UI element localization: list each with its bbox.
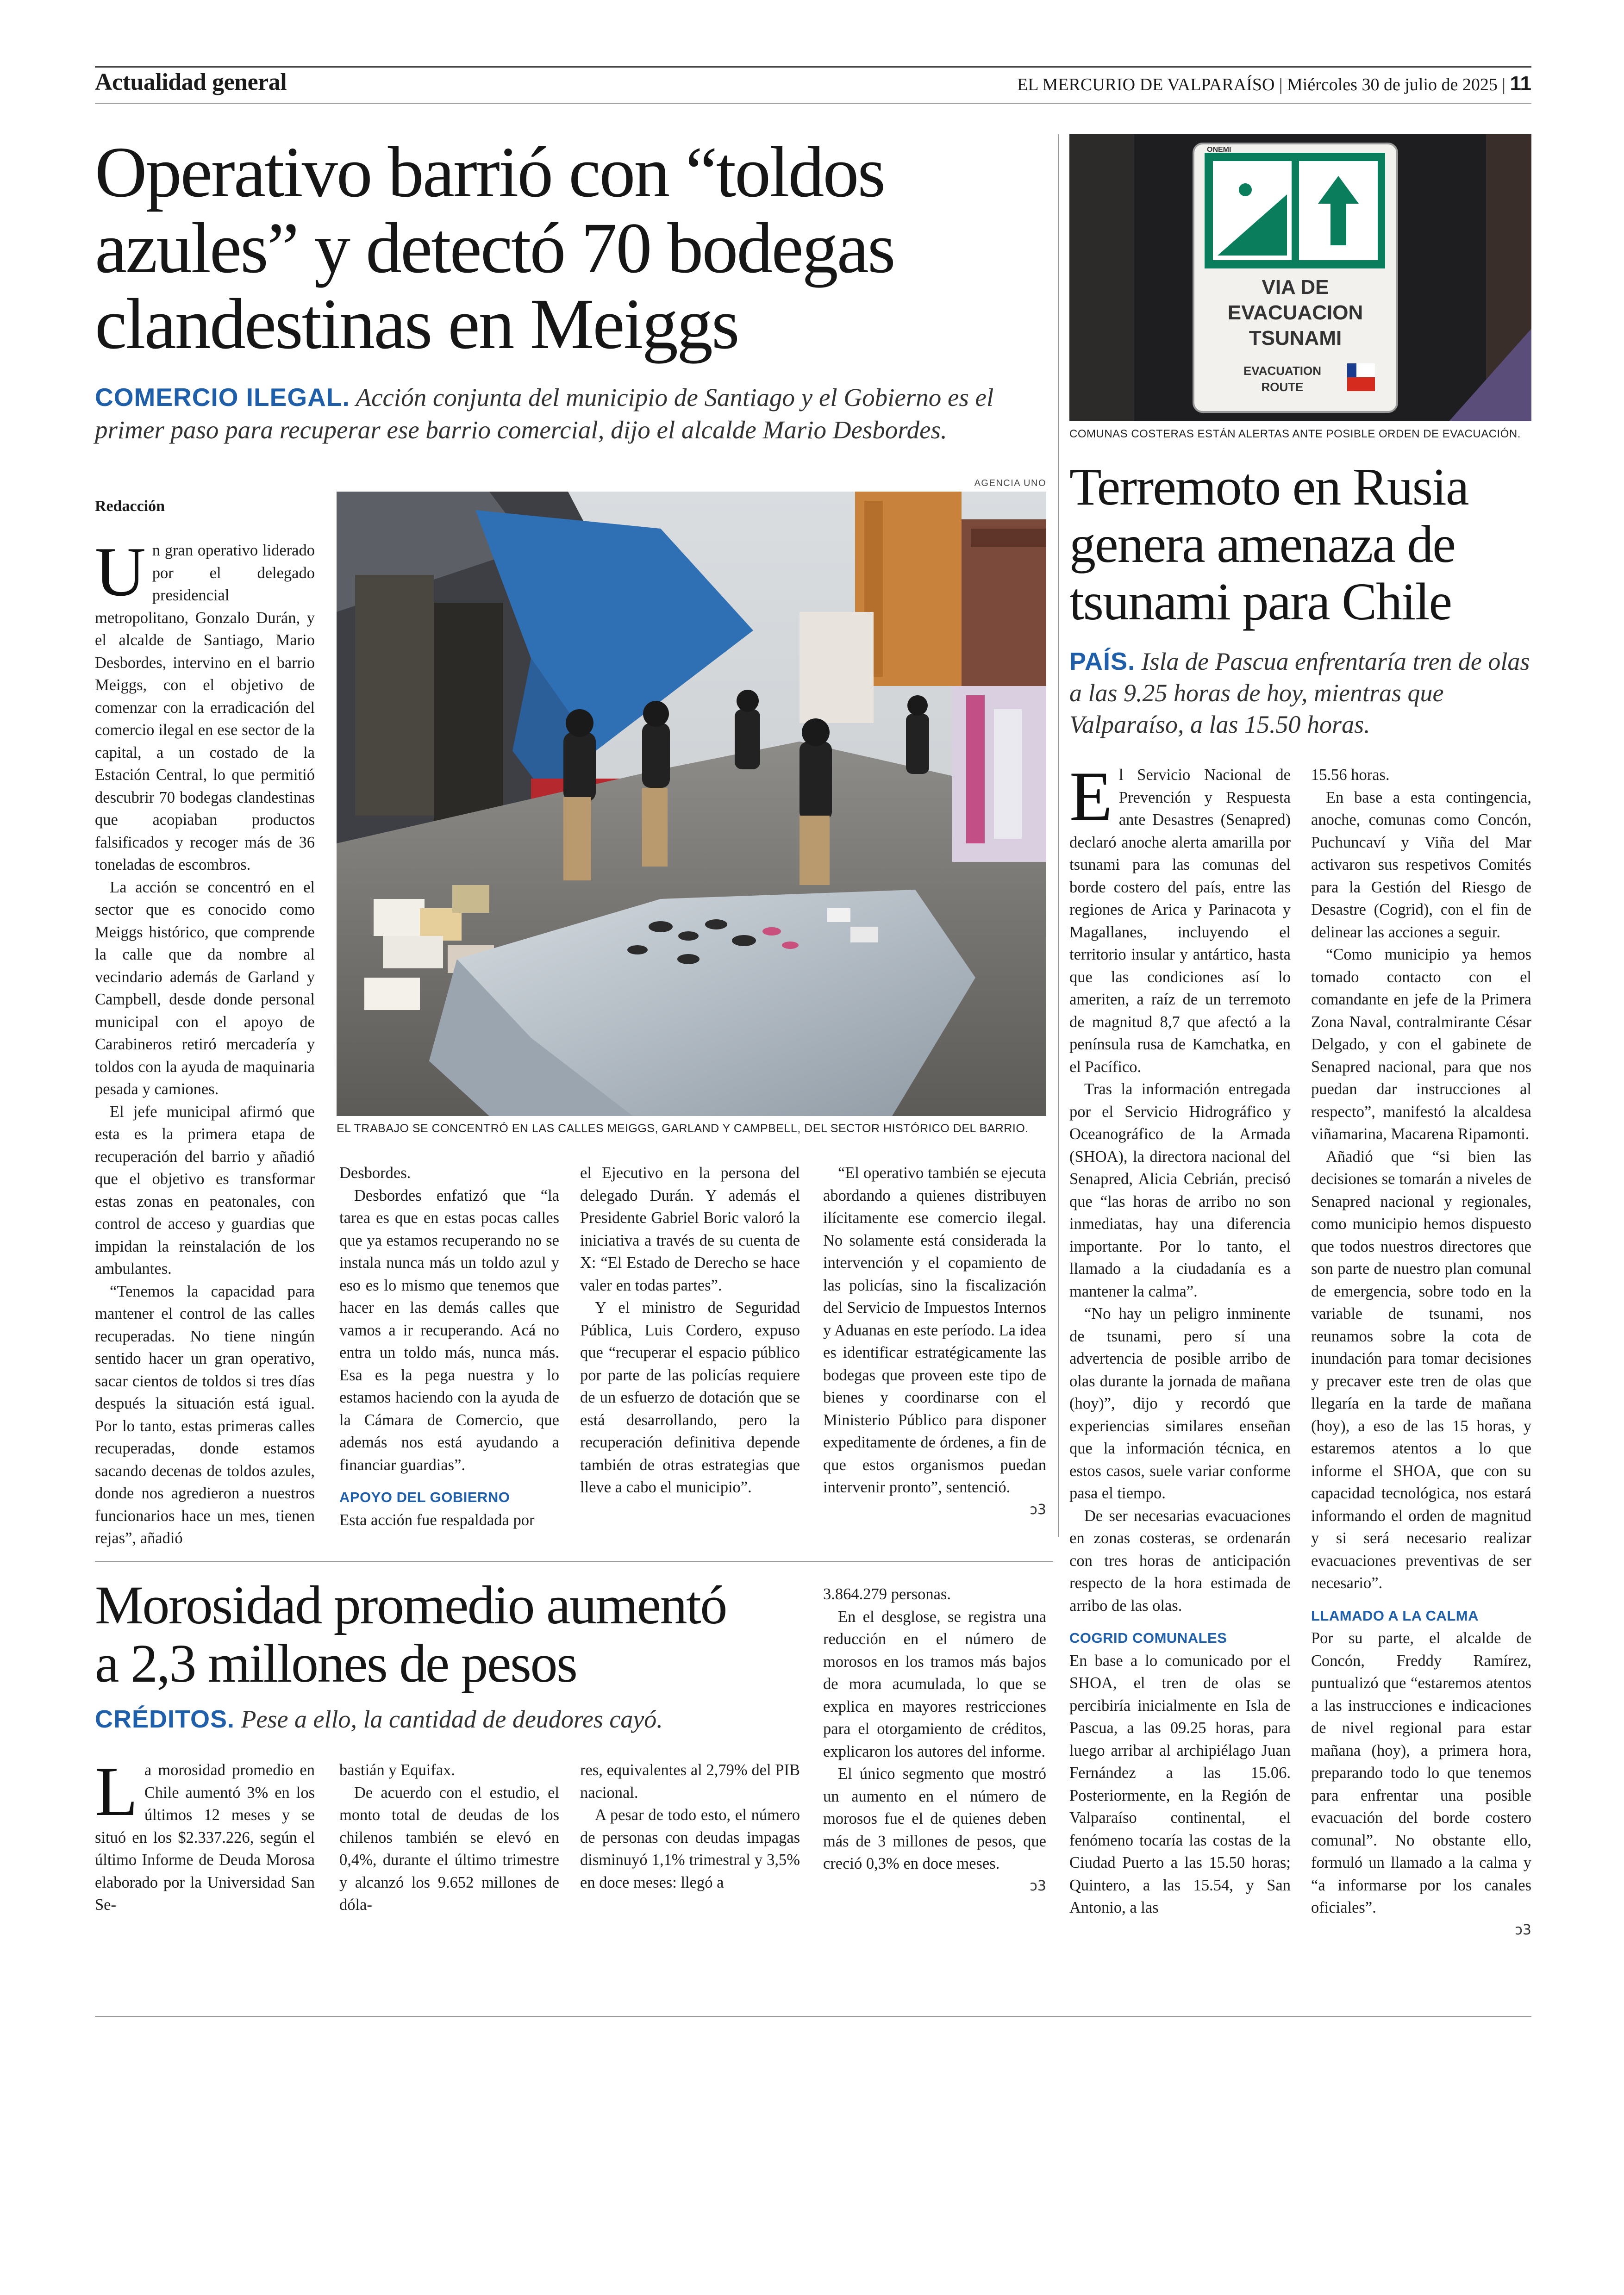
main-paragraph: Desbordes enfatizó que “la tarea es que en estas pocas calles que ya estamos recuperando no se instala nunca más un toldo azul y eso es lo mismo que tenemos que hacer en las demás calles que vamos a ir recuperando. Acá no entra un toldo más, nunca más. Esa es la pega nuestra y lo estamos haciendo con la ayuda de la Cámara de Comercio, que además nos está ayudando a financiar guardias”. <box>339 1186 559 1474</box>
main-col-3 <box>580 1162 800 1544</box>
market-operation-photo <box>337 492 1046 1116</box>
end-mark-icon: ↄ3 <box>1030 1501 1046 1518</box>
main-paragraph: Desbordes. <box>339 1164 411 1182</box>
main-paragraph: Y el ministro de Seguridad Pública, Luis Cordero, expuso que “recuperar el espacio público por parte de las policías requiere de un esfuerzo de dotación que se está desarrollando, pero la recuperación definitiva depende también de otras estrategias que lleve a cabo el municipio”. <box>580 1299 800 1496</box>
morosidad-col-2 <box>339 1759 559 1930</box>
side-dropcap: E <box>1069 757 1112 835</box>
header-bottom-rule <box>95 103 1531 104</box>
morosidad-paragraph: 3.864.279 personas. <box>823 1585 951 1603</box>
morosidad-lede-text: Pese a ello, la cantidad de deudores cayó. <box>241 1705 663 1733</box>
morosidad-paragraph: De acuerdo con el estudio, el monto total de deudas de los chilenos también se elevó en 0,4%, durante el último trimestre y alcanzó los 9.652 millones de dóla- <box>339 1784 559 1914</box>
main-paragraph: n gran operativo liderado por el delegado presidencial metropolitano, Gonzalo Durán, y el alcalde de Santiago, Mario Desbordes, intervino en el barrio Meiggs, con el objetivo de comenzar con la erradicación del comercio ilegal en ese sector de la capital, a un costado de la Estación Central, lo que permitió descubrir 70 bodegas clandestinas que acopiaban productos falsificados y recoger más de 36 toneladas de escombros. <box>95 542 315 873</box>
main-paragraph: “El operativo también se ejecuta abordando a quienes distribuyen ilícitamente ese comercio ilegal. No solamente está considerada la intervención y el copamiento de las policías, sino la fiscalización del Servicio de Impuestos Internos y Aduanas en este período. La idea es identificar estratégicamente las bodegas que proveen este tipo de bienes y coordinarse con el Ministerio Público para disponer expeditamente de órdenes, a fin de que estos organismos puedan intervenir pronto”, sentenció. <box>823 1164 1046 1496</box>
main-headline-line: Operativo barrió con “toldos <box>95 132 885 212</box>
morosidad-paragraph: a morosidad promedio en Chile aumentó 3% en los últimos 12 meses y se situó en los $2.337.226, según el último Informe de Deuda Morosa elaborado por la Universidad San Se- <box>95 1761 315 1914</box>
side-paragraph: Añadió que “si bien las decisiones se tomarán a niveles de Senapred nacional y regionales, como municipio hemos dispuesto que todos nuestros directores que son parte de nuestro plan comunal de emergencia, sobre todo en la variable de tsunami, nos reunamos sobre la cota de inundación para tomar decisiones y precaver este tren de olas que llegaría en la tarde de mañana (hoy), a eso de las 15 horas, y estaremos atentos a lo que informe el SHOA, que con su capacidad tecnológica, nos estará informando el orden de magnitud y si será necesario realizar evacuaciones preventivas de ser necesario”. <box>1311 1148 1531 1592</box>
morosidad-dropcap: L <box>95 1752 138 1830</box>
side-headline-line: Terremoto en Rusia <box>1069 457 1468 516</box>
section-name: Actualidad general <box>95 69 287 95</box>
morosidad-paragraph: El único segmento que mostró un aumento en el número de morosos fue el de quienes deben más de 3 millones de pesos, que creció 0,3% en doce meses. <box>823 1765 1046 1872</box>
story-divider <box>95 1561 1053 1562</box>
main-col-4 <box>823 1162 1046 1544</box>
morosidad-col-1 <box>95 1752 315 1930</box>
masthead: EL MERCURIO DE VALPARAÍSO | Miércoles 30 de julio de 2025 | 11 <box>1017 72 1531 95</box>
sign-line: EVACUACION <box>1227 301 1363 324</box>
main-headline <box>95 134 1044 362</box>
main-photo-caption: EL TRABAJO SE CONCENTRÓ EN LAS CALLES MEIGGS, GARLAND Y CAMPBELL, DEL SECTOR HISTÓRICO DEL BARRIO. <box>337 1122 1029 1135</box>
side-col-1 <box>1069 757 1291 1921</box>
side-paragraph: 15.56 horas. <box>1311 766 1390 784</box>
morosidad-col-3 <box>580 1759 800 1930</box>
main-photo <box>337 492 1046 1116</box>
morosidad-paragraph: bastián y Equifax. <box>339 1761 456 1779</box>
side-kicker: PAÍS. <box>1069 648 1136 675</box>
sign-line: TSUNAMI <box>1249 327 1342 349</box>
issue-date: Miércoles 30 de julio de 2025 <box>1287 75 1498 94</box>
morosidad-headline <box>95 1576 836 1693</box>
morosidad-paragraph: A pesar de todo esto, el número de personas con deudas impagas disminuyó 1,1% trimestral y 3,5% en doce meses: llegó a <box>580 1806 800 1891</box>
footer-rule <box>95 2016 1531 2017</box>
morosidad-headline-line: Morosidad promedio aumentó <box>95 1575 726 1635</box>
main-lede-text: Acción conjunta del municipio de Santiago y el Gobierno es el primer paso para recuperar ese barrio comercial, dijo el alcalde Mario Desbordes. <box>95 383 994 444</box>
main-lede <box>95 381 1049 446</box>
morosidad-col-4 <box>823 1583 1046 1935</box>
main-kicker: COMERCIO ILEGAL. <box>95 383 350 412</box>
page-number: 11 <box>1510 72 1531 95</box>
header-top-rule <box>95 66 1531 68</box>
main-col-1 <box>95 533 315 1547</box>
side-paragraph: l Servicio Nacional de Prevención y Respuesta ante Desastres (Senapred) declaró anoche alerta amarilla por tsunami para las comunas del borde costero del país, entre las regiones de Arica y Parinacota y Magallanes, incluyendo el territorio insular y antártico, hasta que las condiciones así lo ameriten, a raíz de un terremoto de magnitud 8,7 que afectó a la península rusa de Kamchatka, en el Pacífico. <box>1069 766 1291 1076</box>
tsunami-sign-photo <box>1069 134 1531 421</box>
sign-route-line: EVACUATION <box>1243 364 1322 378</box>
side-lede <box>1069 646 1531 740</box>
morosidad-paragraph: res, equivalentes al 2,79% del PIB nacional. <box>580 1761 800 1802</box>
sign-route-line: ROUTE <box>1261 380 1304 394</box>
column-divider <box>1058 134 1059 1537</box>
main-col-2 <box>339 1162 559 1544</box>
side-paragraph: “Como municipio ya hemos tomado contacto con el comandante en jefe de la Primera Zona Naval, contralmirante César Delgado, y con el gabinete de Senapred nacional, para que nos puedan dar instrucciones al respecto”, manifestó la alcaldesa viñamarina, Macarena Ripamonti. <box>1311 946 1531 1143</box>
newspaper-name: EL MERCURIO DE VALPARAÍSO <box>1017 75 1275 94</box>
side-paragraph: De ser necesarias evacuaciones en zonas costeras, se ordenarán con tres horas de anticipación respecto de la hora estimada de arribo de las olas. <box>1069 1507 1291 1615</box>
main-headline-line: azules” y detectó 70 bodegas <box>95 208 894 288</box>
main-dropcap: U <box>95 533 146 611</box>
main-paragraph: Esta acción fue respaldada por <box>339 1511 535 1529</box>
side-photo <box>1069 134 1531 421</box>
side-subheading: COGRID COMUNALES <box>1069 1630 1227 1646</box>
side-photo-caption: COMUNAS COSTERAS ESTÁN ALERTAS ANTE POSIBLE ORDEN DE EVACUACIÓN. <box>1069 428 1521 440</box>
side-headline <box>1069 458 1531 630</box>
main-photo-credit: AGENCIA UNO <box>974 478 1046 488</box>
main-paragraph: el Ejecutivo en la persona del delegado Durán. Y además el Presidente Gabriel Boric valoró la iniciativa a través de su cuenta de X: “El Estado de Derecho se hace valer en todas partes”. <box>580 1164 800 1294</box>
main-paragraph: La acción se concentró en el sector que es conocido como Meiggs histórico, que comprende la calle que da nombre al vecindario además de Garland y Campbell, desde donde personal municipal con el apoyo de Carabineros retiró mercadería y toldos con la ayuda de maquinaria pesada y camiones. <box>95 878 315 1098</box>
side-subheading: LLAMADO A LA CALMA <box>1311 1607 1479 1624</box>
main-headline-line: clandestinas en Meiggs <box>95 284 738 364</box>
sign-line: VIA DE <box>1262 276 1329 299</box>
main-subheading: APOYO DEL GOBIERNO <box>339 1489 510 1505</box>
morosidad-lede <box>95 1703 836 1735</box>
side-paragraph: “No hay un peligro inminente de tsunami, pero sí una advertencia de posible arribo de olas durante la jornada de mañana (hoy)”, dijo y recordó que experiencias similares enseñan que la información técnica, en estos casos, suele variar conforme pasa el tiempo. <box>1069 1305 1291 1502</box>
side-col-2 <box>1311 764 1531 1938</box>
end-mark-icon: ↄ3 <box>1030 1877 1046 1894</box>
morosidad-headline-line: a 2,3 millones de pesos <box>95 1633 577 1694</box>
end-mark-icon: ↄ3 <box>1515 1921 1531 1938</box>
morosidad-kicker: CRÉDITOS. <box>95 1705 235 1733</box>
side-paragraph: Tras la información entregada por el Servicio Hidrográfico y Oceanográfico de la Armada (SHOA), la directora nacional del Senapred, Alicia Cebrián, precisó que “las horas de arribo no son inmediatas, hay una diferencia importante. Por lo tanto, el llamado a la ciudadanía es a mantener la calma”. <box>1069 1080 1291 1300</box>
main-byline: Redacción <box>95 498 165 515</box>
side-headline-line: tsunami para Chile <box>1069 572 1452 631</box>
side-paragraph: En base a lo comunicado por el SHOA, el tren de olas se percibiría inicialmente en Isla de Pascua, a las 09.25 horas, para luego arribar al archipiélago Juan Fernández a las 15.06. Posteriormente, en la Región de Valparaíso continental, el fenómeno tocaría las costas de la Ciudad Puerto a las 15.50 horas; Quintero, a las 15.54, y San Antonio, a las <box>1069 1652 1291 1916</box>
side-paragraph: En base a esta contingencia, anoche, comunas como Concón, Puchuncaví y Viña del Mar activaron sus respetivos Comités para la Gestión del Riesgo de Desastre (Cogrid), con el fin de delinear las acciones a seguir. <box>1311 788 1531 941</box>
side-headline-line: genera amenaza de <box>1069 515 1455 574</box>
main-paragraph: El jefe municipal afirmó que esta es la primera etapa de recuperación del barrio y añadió que el objetivo es transformar estas zonas en peatonales, con control de acceso y guardias que impidan la reinstalación de los ambulantes. <box>95 1103 315 1278</box>
sign-agency: ONEMI <box>1207 146 1231 154</box>
side-lede-text: Isla de Pascua enfrentaría tren de olas a las 9.25 horas de hoy, mientras que Valparaíso, a las 15.50 horas. <box>1069 648 1530 738</box>
morosidad-paragraph: En el desglose, se registra una reducción en el número de morosos en los tramos más bajos de mora acumulada, lo que se explica en mayores restricciones para el otorgamiento de créditos, explicaron los autores del informe. <box>823 1608 1046 1760</box>
main-paragraph: “Tenemos la capacidad para mantener el control de las calles recuperadas. No tiene ningún sentido hacer un gran operativo, sacar cientos de toldos si tres días después la situación está igual. Por lo tanto, estas primeras calles recuperadas, donde estamos sacando decenas de toldos azules, donde nos agredieron a nuestros funcionarios hace un mes, tienen rejas”, añadió <box>95 1282 315 1547</box>
side-paragraph: Por su parte, el alcalde de Concón, Freddy Ramírez, puntualizó que “estaremos atentos a las instrucciones e indicaciones de nivel regional para estar mañana (hoy), a primera hora, preparando todo lo que tenemos para enfrentar una posible evacuación del borde costero comunal”. No obstante ello, formuló un llamado a la calma y “a informarse por los canales oficiales”. <box>1311 1629 1531 1916</box>
